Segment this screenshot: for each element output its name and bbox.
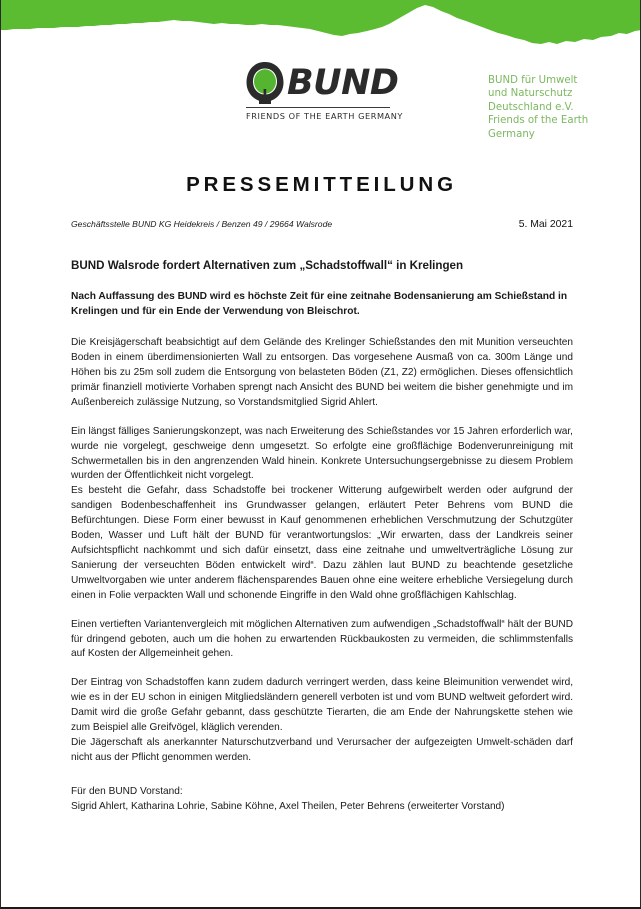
- article-lead-paragraph: Nach Auffassung des BUND wird es höchste Zeit für eine zeitnahe Bodensanierung am Schießstand in Krelingen und für ein Ende der Verwendung von Bleischrot.: [71, 291, 568, 317]
- torn-edge-graphic: [1, 0, 641, 62]
- logo-wordmark: BUND: [287, 63, 399, 103]
- signoff-names: Sigrid Ahlert, Katharina Lohrie, Sabine Köhne, Axel Theilen, Peter Behrens (erweiterter Vorstand): [71, 801, 505, 813]
- body-paragraph: Es besteht die Gefahr, dass Schadstoffe bei trockener Witterung aufgewirbelt werden oder aufgrund der sandigen Bodenbeschaffenheit ins Grundwasser gelangen, erläutert Peter Behrens vom BUND die Befürchtungen. Diese Form einer bewusst in Kauf genommenen erheblichen Verschmutzung der Schutzgüter Boden, Wasser und Luft hält der BUND für verantwortungslos: „Wir erwarten, dass der Landkreis seiner Aufsichtspflicht nachkommt und sich dafür einsetzt, dass eine zeitnahe und umweltverträgliche Lösung zur Sanierung der verseuchten Böden entwickelt wird“. Dazu zählen laut BUND zu beachtende gesetzliche Umweltvorgaben wie unter anderem flächensparendes Bauen ohne eine weitere erhebliche Versiegelung durch einen in Folie verpackten Wall und schonende Eingriffe in den Wald ohne großflächigen Kahlschlag.: [71, 485, 573, 601]
- body-paragraph: Die Jägerschaft als anerkannter Naturschutzverband und Verursacher der aufgezeigten Umwelt-schäden darf nicht aus der Pflicht genommen werden.: [71, 736, 573, 763]
- body-paragraph: Die Kreisjägerschaft beabsichtigt auf dem Gelände des Krelinger Schießstandes den mit Munition verseuchten Boden in einem überdimensionierten Wall zu entsorgen. Das vorgesehene Ausmaß von ca. 300m Länge und Höhen bis zu 25m soll zudem die Entsorgung von belasteten Böden (Z1, Z2) ermöglichen. Dieses offensichtlich primär finanziell motivierte Vorhaben sprengt nach Ansicht des BUND bei weitem die bisher genehmigte und im Außenbereich zulässige Nutzung, so Vorstandsmitglied Sigrid Ahlert.: [71, 337, 573, 408]
- bund-leaf-icon: [244, 60, 286, 106]
- logo-divider-rule: [246, 107, 390, 108]
- article-headline: BUND Walsrode fordert Alternativen zum „Schadstoffwall“ in Krelingen: [71, 259, 464, 272]
- org-line-1: BUND für Umwelt: [488, 75, 578, 86]
- document-date: 5. Mai 2021: [518, 219, 573, 230]
- org-line-2: und Naturschutz: [488, 88, 573, 100]
- body-paragraph: Ein längst fälliges Sanierungskonzept, was nach Erweiterung des Schießstandes vor 15 Jahren erforderlich war, wurde nie vorgelegt, geschweige denn umgesetzt. So erfolgte eine großflächige Bodenverunreinigung mit Schwermetallen bis in den angrenzenden Wald hinein. Konkrete Untersuchungsergebnisse zu diesem Problem wurden der Öffentlichkeit nicht vorgelegt.: [71, 425, 573, 482]
- torn-green-header-band: [1, 0, 641, 62]
- logo-row: [244, 60, 404, 106]
- org-line-5: Germany: [488, 128, 535, 140]
- office-address-line: Geschäftsstelle BUND KG Heidekreis / Benzen 49 / 29664 Walsrode: [71, 219, 333, 229]
- body-paragraph: Der Eintrag von Schadstoffen kann zudem dadurch verringert werden, dass keine Bleimunition verwendet wird, wie es in der EU schon in einigen Mitgliedsländern generell verboten ist und vom BUND weltweit gefordert wird. Damit wird die große Gefahr gebannt, dass geschützte Tierarten, die am Ende der Nahrungskette stehen wie zum Beispiel alle Greifvögel, kläglich verenden.: [71, 677, 573, 734]
- org-line-4: Friends of the Earth: [488, 115, 589, 127]
- signoff-block: [71, 784, 573, 815]
- body-paragraph: Einen vertieften Variantenvergleich mit möglichen Alternativen zum aufwendigen „Schadstoffwall“ hält der BUND für dringend geboten, auch um die hohen zu erwartenden Rückbaukosten zu vermeiden, die schlimmstenfalls auf Kosten der Allgemeinheit gehen.: [71, 618, 573, 660]
- bund-logo: [244, 60, 404, 121]
- logo-tagline: FRIENDS OF THE EARTH GERMANY: [246, 111, 403, 121]
- page-title: PRESSEMITTEILUNG: [186, 173, 457, 196]
- organisation-descriptor: [488, 74, 628, 141]
- org-line-3: Deutschland e.V.: [488, 101, 574, 113]
- document-body: [71, 258, 573, 815]
- signoff-label: Für den BUND Vorstand:: [71, 785, 183, 797]
- document-meta-row: [71, 219, 573, 230]
